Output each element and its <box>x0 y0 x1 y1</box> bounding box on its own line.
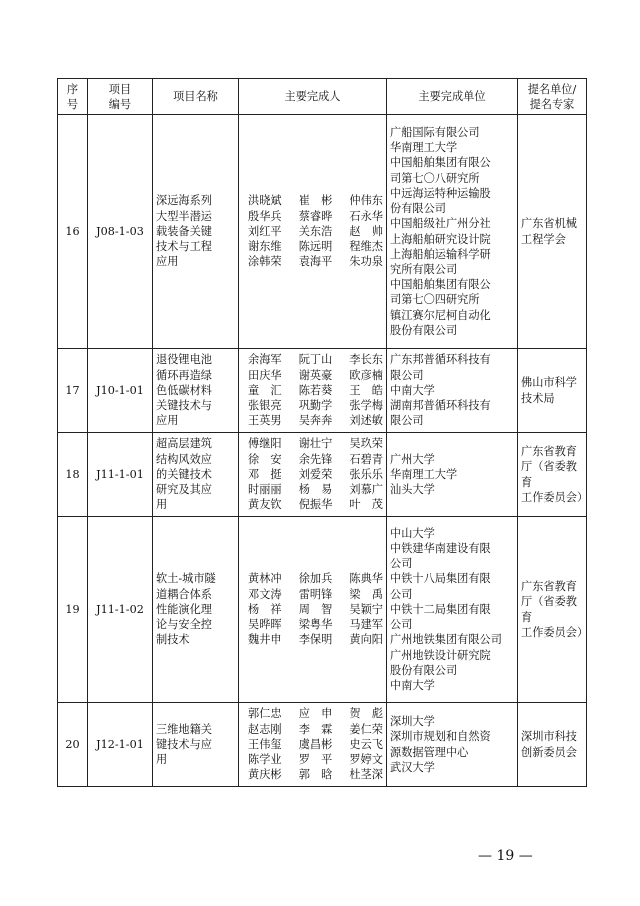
row-units <box>387 703 518 787</box>
person-name: 应 申 <box>298 707 333 721</box>
row-seq: 18 <box>58 433 88 517</box>
row-seq: 16 <box>58 115 88 349</box>
row-project-name <box>153 517 239 703</box>
person-name: 张学梅 <box>349 399 383 413</box>
row-seq: 19 <box>58 517 88 703</box>
person-name: 陈典华 <box>349 572 383 586</box>
people-line <box>248 436 383 451</box>
person-name: 田庆华 <box>248 368 282 382</box>
person-name: 邓 挺 <box>248 467 282 481</box>
people-line <box>248 482 383 497</box>
person-name: 巩勤学 <box>298 399 333 413</box>
row-units <box>387 433 518 517</box>
person-name: 程维杰 <box>349 240 383 254</box>
table-row <box>58 433 587 517</box>
person-name: 梁粤华 <box>298 618 333 632</box>
person-name: 朱功泉 <box>349 255 383 269</box>
person-name: 叶 茂 <box>349 498 383 512</box>
unit-line: 广州地铁设计研究院 <box>390 648 491 662</box>
unit-line: 深圳市规划和自然资 <box>390 730 491 744</box>
header-seq: 序 号 <box>58 79 88 115</box>
row-people <box>239 115 387 349</box>
table-row <box>58 349 587 433</box>
person-name: 梁 禹 <box>349 587 383 601</box>
unit-line: 上海船舶运输科学研 <box>390 247 491 261</box>
person-name: 黄友钦 <box>248 498 282 512</box>
person-name: 杜茎深 <box>349 768 383 782</box>
person-name: 谢英豪 <box>298 368 333 382</box>
project-name-line: 的关键技术 <box>156 467 212 481</box>
person-name: 张银亮 <box>248 399 282 413</box>
row-code: J10-1-01 <box>88 349 153 433</box>
people-line <box>248 209 383 224</box>
person-name: 陈学业 <box>248 753 282 767</box>
unit-line: 中铁建华南建设有限 <box>390 542 491 556</box>
people-line <box>248 587 383 602</box>
project-name-line: 循环再造绿 <box>156 368 212 382</box>
header-name: 项目名称 <box>153 79 239 115</box>
person-name: 王伟玺 <box>248 737 282 751</box>
person-name: 张乐乐 <box>349 467 383 481</box>
nominator-line: 厅（省委教育 <box>521 460 577 489</box>
row-code: J08-1-03 <box>88 115 153 349</box>
people-line <box>248 452 383 467</box>
person-name: 史云飞 <box>349 737 383 751</box>
project-name-line: 应用 <box>156 414 179 428</box>
row-people <box>239 703 387 787</box>
person-name: 关东浩 <box>298 224 333 238</box>
nominator-line: 广东省机械 <box>521 217 577 231</box>
project-name-line: 应用 <box>156 255 179 269</box>
project-name-line: 三维地籍关 <box>156 722 212 736</box>
header-people: 主要完成人 <box>239 79 387 115</box>
person-name: 黄庆彬 <box>248 768 282 782</box>
person-name: 黄林冲 <box>248 572 282 586</box>
project-name-line: 用 <box>156 498 168 512</box>
person-name: 赵志刚 <box>248 722 282 736</box>
project-name-line: 技术与工程 <box>156 240 212 254</box>
person-name: 李保明 <box>298 633 333 647</box>
person-name: 赵 帅 <box>349 224 383 238</box>
project-name-line: 软土-城市隧 <box>156 572 216 586</box>
row-nominator <box>518 517 587 703</box>
person-name: 时丽丽 <box>248 483 282 497</box>
unit-line: 广州大学 <box>390 452 435 466</box>
person-name: 罗 平 <box>298 753 333 767</box>
person-name: 杨 祥 <box>248 602 282 616</box>
person-name: 陈若葵 <box>298 383 333 397</box>
unit-line: 广东邦普循环科技有 <box>390 353 491 367</box>
unit-line: 中南大学 <box>390 383 435 397</box>
people-line <box>248 722 383 737</box>
unit-line: 上海船舶研究设计院 <box>390 232 491 246</box>
person-name: 谢壮宁 <box>298 437 333 451</box>
nominator-line: 工作委员会） <box>521 625 589 639</box>
unit-line: 中山大学 <box>390 526 435 540</box>
person-name: 刘红平 <box>248 224 282 238</box>
person-name: 余海军 <box>248 353 282 367</box>
people-line <box>248 767 383 782</box>
row-nominator <box>518 433 587 517</box>
people-line <box>248 497 383 512</box>
row-nominator <box>518 115 587 349</box>
unit-line: 中国船舶集团有限公 <box>390 156 491 170</box>
unit-line: 中国船舶集团有限公 <box>390 278 491 292</box>
unit-line: 司第七〇四研究所 <box>390 293 480 307</box>
row-seq: 17 <box>58 349 88 433</box>
people-line <box>248 737 383 752</box>
header-units: 主要完成单位 <box>387 79 518 115</box>
person-name: 洪晓斌 <box>248 194 282 208</box>
project-name-line: 色低碳材料 <box>156 383 212 397</box>
row-people <box>239 349 387 433</box>
page-number: — 19 — <box>478 848 533 864</box>
unit-line: 限公司 <box>390 414 424 428</box>
person-name: 徐 安 <box>248 452 282 466</box>
person-name: 魏井申 <box>248 633 282 647</box>
nominator-line: 创新委员会 <box>521 745 577 759</box>
project-name-line: 关键技术与 <box>156 399 212 413</box>
person-name: 周 智 <box>298 602 333 616</box>
header-row <box>58 79 587 115</box>
people-line <box>248 193 383 208</box>
unit-line: 镇江赛尔尼柯自动化 <box>390 308 491 322</box>
person-name: 罗婷文 <box>349 753 383 767</box>
people-line <box>248 352 383 367</box>
unit-line: 源数据管理中心 <box>390 745 469 759</box>
person-name: 杨 易 <box>298 483 333 497</box>
project-name-line: 键技术与应 <box>156 737 212 751</box>
row-seq: 20 <box>58 703 88 787</box>
row-people <box>239 433 387 517</box>
table-row <box>58 703 587 787</box>
person-name: 吴晔晖 <box>248 618 282 632</box>
person-name: 袁海平 <box>298 255 333 269</box>
unit-line: 公司 <box>390 618 413 632</box>
row-people <box>239 517 387 703</box>
person-name: 吴颖宁 <box>349 602 383 616</box>
person-name: 徐加兵 <box>298 572 333 586</box>
row-project-name <box>153 115 239 349</box>
awards-table <box>57 78 587 787</box>
person-name: 郭 晗 <box>298 768 333 782</box>
nominator-line: 厅（省委教育 <box>521 595 577 624</box>
nominator-line: 技术局 <box>521 391 555 405</box>
unit-line: 中铁十八局集团有限 <box>390 572 491 586</box>
person-name: 傅继阳 <box>248 437 282 451</box>
person-name: 童 汇 <box>248 383 282 397</box>
person-name: 吴玖荣 <box>349 437 383 451</box>
project-name-line: 性能演化理 <box>156 602 212 616</box>
row-units <box>387 349 518 433</box>
unit-line: 中南大学 <box>390 678 435 692</box>
person-name: 吴奔奔 <box>298 414 333 428</box>
people-line <box>248 254 383 269</box>
unit-line: 广船国际有限公司 <box>390 126 480 140</box>
project-name-line: 超高层建筑 <box>156 437 212 451</box>
person-name: 阮丁山 <box>298 353 333 367</box>
person-name: 仲伟东 <box>349 194 383 208</box>
people-line <box>248 224 383 239</box>
unit-line: 司第七〇八研究所 <box>390 171 480 185</box>
project-name-line: 用 <box>156 753 168 767</box>
unit-line: 华南理工大学 <box>390 141 458 155</box>
people-line <box>248 413 383 428</box>
person-name: 石碧青 <box>349 452 383 466</box>
person-name: 姜仁荣 <box>349 722 383 736</box>
row-project-name <box>153 433 239 517</box>
person-name: 刘爱荣 <box>298 467 333 481</box>
person-name: 殷华兵 <box>248 209 282 223</box>
nominator-line: 广东省教育 <box>521 580 577 594</box>
people-line <box>248 706 383 721</box>
nominator-line: 佛山市科学 <box>521 376 577 390</box>
person-name: 贺 彪 <box>349 707 383 721</box>
person-name: 余先锋 <box>298 452 333 466</box>
people-line <box>248 368 383 383</box>
row-code: J11-1-02 <box>88 517 153 703</box>
person-name: 倪振华 <box>298 498 333 512</box>
nominator-line: 广东省教育 <box>521 445 577 459</box>
project-name-line: 载装备关键 <box>156 224 212 238</box>
nominator-line: 深圳市科技 <box>521 730 577 744</box>
unit-line: 中铁十二局集团有限 <box>390 602 491 616</box>
people-line <box>248 571 383 586</box>
person-name: 李长东 <box>349 353 383 367</box>
person-name: 石永华 <box>349 209 383 223</box>
project-name-line: 道耦合体系 <box>156 587 212 601</box>
header-code: 项目 编号 <box>88 79 153 115</box>
project-name-line: 退役锂电池 <box>156 353 212 367</box>
project-name-line: 论与安全控 <box>156 618 212 632</box>
row-project-name <box>153 349 239 433</box>
people-line <box>248 602 383 617</box>
row-nominator <box>518 349 587 433</box>
unit-line: 深圳大学 <box>390 715 435 729</box>
unit-line: 湖南邦普循环科技有 <box>390 399 491 413</box>
unit-line: 中国船级社广州分社 <box>390 217 491 231</box>
unit-line: 究所有限公司 <box>390 262 458 276</box>
person-name: 崔 彬 <box>298 194 333 208</box>
unit-line: 公司 <box>390 587 413 601</box>
person-name: 马建军 <box>349 618 383 632</box>
project-name-line: 深远海系列 <box>156 194 212 208</box>
person-name: 雷明锋 <box>298 587 333 601</box>
unit-line: 公司 <box>390 557 413 571</box>
person-name: 郭仁忠 <box>248 707 282 721</box>
unit-line: 汕头大学 <box>390 483 435 497</box>
unit-line: 华南理工大学 <box>390 467 458 481</box>
row-code: J11-1-01 <box>88 433 153 517</box>
unit-line: 武汉大学 <box>390 760 435 774</box>
person-name: 涂韩荣 <box>248 255 282 269</box>
person-name: 刘述敏 <box>349 414 383 428</box>
person-name: 李 霖 <box>298 722 333 736</box>
person-name: 邓文涛 <box>248 587 282 601</box>
person-name: 王英男 <box>248 414 282 428</box>
people-line <box>248 467 383 482</box>
unit-line: 股份有限公司 <box>390 663 458 677</box>
people-line <box>248 752 383 767</box>
person-name: 欧彦楠 <box>349 368 383 382</box>
person-name: 陈远明 <box>298 240 333 254</box>
people-line <box>248 239 383 254</box>
nominator-line: 工作委员会） <box>521 490 589 504</box>
person-name: 王 皓 <box>349 383 383 397</box>
unit-line: 中远海运特种运输股 <box>390 186 491 200</box>
people-line <box>248 398 383 413</box>
row-nominator <box>518 703 587 787</box>
row-units <box>387 517 518 703</box>
person-name: 刘慕广 <box>349 483 383 497</box>
project-name-line: 制技术 <box>156 633 190 647</box>
project-name-line: 结构风效应 <box>156 452 212 466</box>
table-row <box>58 115 587 349</box>
nominator-line: 工程学会 <box>521 232 566 246</box>
person-name: 谢东维 <box>248 240 282 254</box>
unit-line: 股份有限公司 <box>390 323 458 337</box>
people-line <box>248 632 383 647</box>
header-nominator: 提名单位/ 提名专家 <box>518 79 587 115</box>
unit-line: 广州地铁集团有限公司 <box>390 633 502 647</box>
row-code: J12-1-01 <box>88 703 153 787</box>
table-row <box>58 517 587 703</box>
person-name: 黄向阳 <box>349 633 383 647</box>
person-name: 蔡睿晔 <box>298 209 333 223</box>
project-name-line: 大型半潜运 <box>156 209 212 223</box>
people-line <box>248 617 383 632</box>
people-line <box>248 383 383 398</box>
project-name-line: 研究及其应 <box>156 483 212 497</box>
row-units <box>387 115 518 349</box>
unit-line: 限公司 <box>390 368 424 382</box>
row-project-name <box>153 703 239 787</box>
unit-line: 份有限公司 <box>390 202 446 216</box>
person-name: 虞昌彬 <box>298 737 333 751</box>
